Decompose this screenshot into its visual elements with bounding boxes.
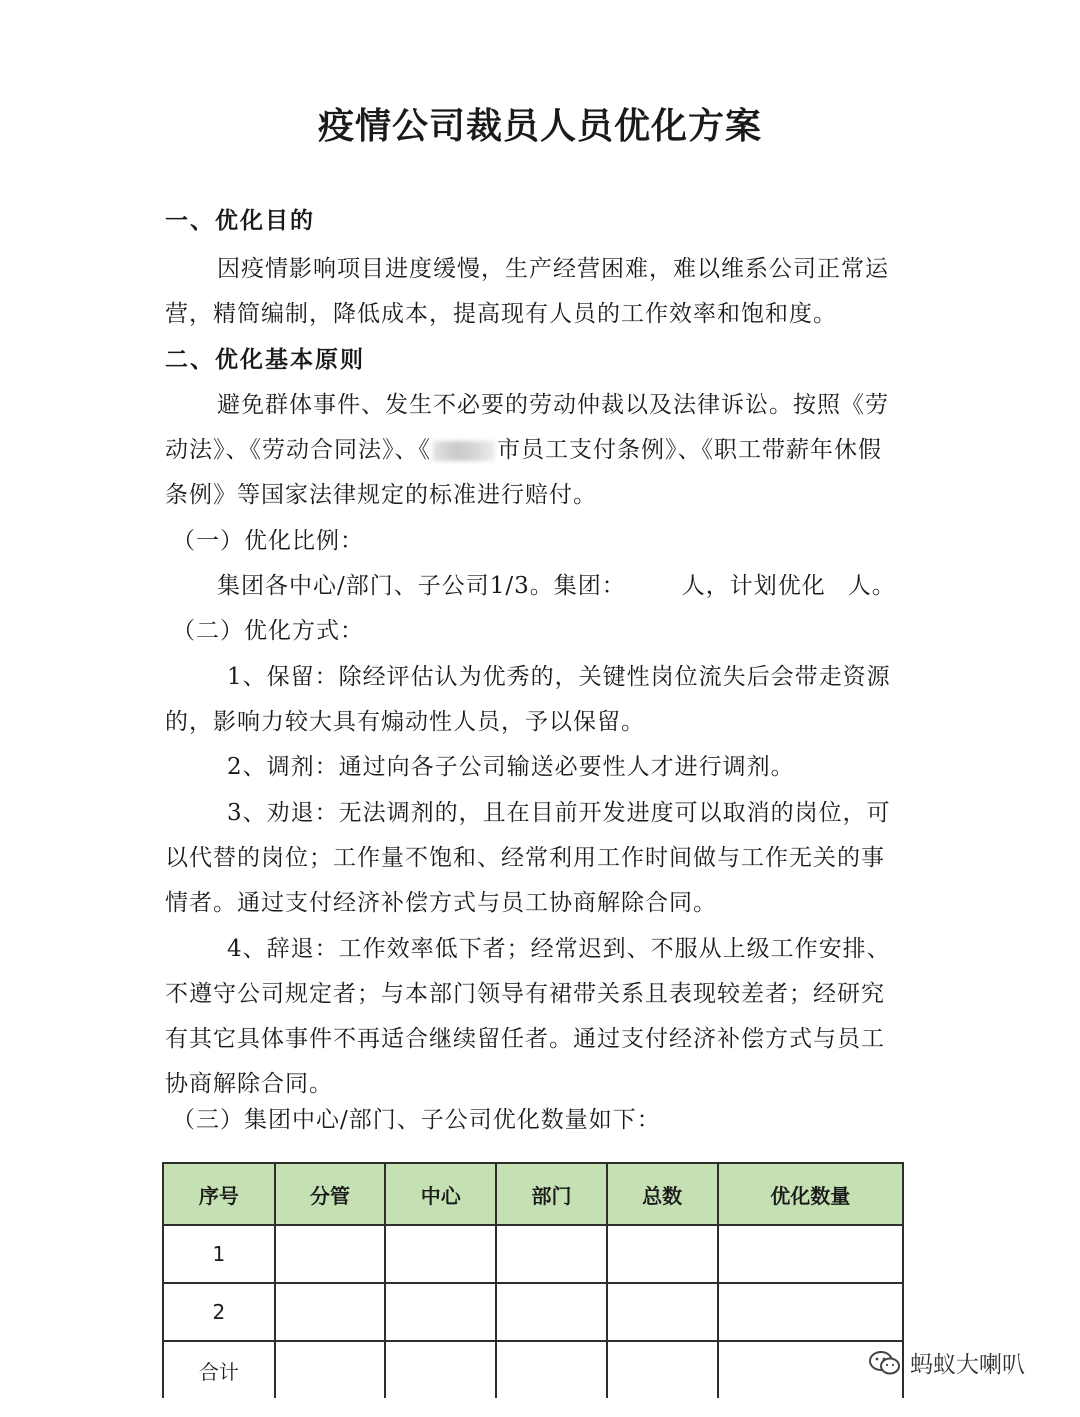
paragraph-line: 营，精简编制，降低成本，提高现有人员的工作效率和饱和度。 [165,301,837,327]
page-title: 疫情公司裁员人员优化方案 [317,106,762,147]
paragraph-line: 4、辞退：工作效率低下者；经常迟到、不服从上级工作安排、 [227,936,891,962]
watermark [868,1346,1025,1379]
paragraph-line: 协商解除合同。 [165,1071,333,1097]
subsection-ratio: （一）优化比例： [172,528,364,554]
paragraph-line: 避免群体事件、发生不必要的劳动仲裁以及法律诉讼。按照《劳 [217,392,889,418]
optimization-table [162,1162,904,1398]
table-cell [385,1341,496,1398]
header-cell: 中心 [385,1163,496,1225]
table-cell [607,1341,718,1398]
paragraph-line: 2、调剂：通过向各子公司输送必要性人才进行调剂。 [227,754,795,780]
table-cell [275,1283,386,1341]
paragraph-line-with-redaction [165,431,925,464]
table-cell [275,1341,386,1398]
paragraph-line: 1、保留：除经评估认为优秀的，关键性岗位流失后会带走资源 [227,664,891,690]
paragraph-line: 情者。通过支付经济补偿方式与员工协商解除合同。 [165,890,717,916]
table-cell: 1 [163,1225,275,1283]
text-segment: 市员工支付条例》、《职工带薪年休假 [497,437,882,463]
table-header-row [163,1163,903,1225]
redacted-blur [433,441,495,461]
paragraph-line: 以代替的岗位；工作量不饱和、经常利用工作时间做与工作无关的事 [165,845,885,871]
table-cell [718,1225,903,1283]
watermark-text: 蚂蚁大喇叭 [910,1352,1025,1378]
paragraph-line: 因疫情影响项目进度缓慢，生产经营困难，难以维系公司正常运 [217,256,889,282]
table-row [163,1283,903,1341]
header-cell: 序号 [163,1163,275,1225]
table-cell: 合计 [163,1341,275,1398]
header-cell: 部门 [496,1163,607,1225]
table-cell [275,1225,386,1283]
table-cell: 2 [163,1283,275,1341]
table-cell [385,1283,496,1341]
header-cell: 分管 [275,1163,386,1225]
text-segment: 集团各中心/部门、子公司1/3。集团： [217,573,626,599]
table-cell [496,1225,607,1283]
table-row [163,1225,903,1283]
header-cell: 总数 [607,1163,718,1225]
paragraph-line: 有其它具体事件不再适合继续留任者。通过支付经济补偿方式与员工 [165,1026,885,1052]
text-segment: 动法》、《劳动合同法》、《 [165,437,431,463]
paragraph-line: 的，影响力较大具有煽动性人员，予以保留。 [165,709,645,735]
table-row-total [163,1341,903,1398]
section-heading-principles: 二、优化基本原则 [165,347,365,373]
table-cell [385,1225,496,1283]
table-cell [496,1283,607,1341]
section-heading-purpose: 一、优化目的 [165,208,315,234]
table-cell [607,1225,718,1283]
paragraph-line: 不遵守公司规定者；与本部门领导有裙带关系且表现较差者；经研究 [165,981,885,1007]
subsection-quantity: （三）集团中心/部门、子公司优化数量如下： [172,1107,661,1133]
header-cell: 优化数量 [718,1163,903,1225]
paragraph-line: 3、劝退：无法调剂的，且在目前开发进度可以取消的岗位，可 [227,800,891,826]
wechat-icon [868,1349,902,1377]
table-cell [607,1283,718,1341]
text-segment: 人，计划优化 [681,573,826,599]
table-cell [496,1341,607,1398]
subsection-method: （二）优化方式： [172,618,364,644]
paragraph-line: 条例》等国家法律规定的标准进行赔付。 [165,482,597,508]
ratio-line [165,567,977,600]
text-segment: 人。 [847,573,896,599]
table-cell [718,1283,903,1341]
